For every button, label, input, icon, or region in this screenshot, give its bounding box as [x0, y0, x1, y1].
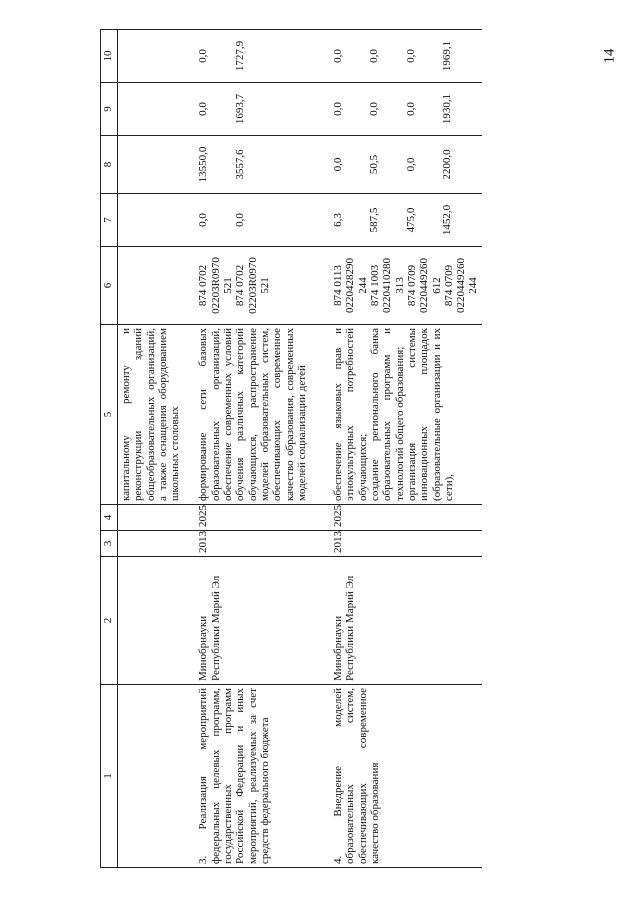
value-col-10: 0,0 1727,9: [195, 30, 318, 83]
value-col-7: 0,0 0,0: [195, 194, 318, 247]
page-number: 14: [601, 48, 618, 64]
header-row: [101, 30, 118, 868]
activity-name: 3. Реализация мероприятий федеральных целевых программ, государственных программ Российской Федерации и иных мероприятий, реализуемых за счет средств федерального бюджета: [195, 685, 318, 868]
column-header-10: 10: [101, 30, 118, 83]
value-col-10: 0,0 0,0 0,0 1969,1: [318, 30, 482, 83]
value-col-9: 0,0 0,0 0,0 1930,1: [318, 83, 482, 136]
column-header-3: 3: [101, 531, 118, 557]
program-table: [100, 29, 482, 868]
column-header-5: 5: [101, 325, 118, 505]
activity-name: 4. Внедрение моделей образовательных систем, обеспечивающих современное качество образования: [318, 685, 482, 868]
continuation-row: [118, 30, 196, 868]
budget-code: 874 0113 0220428290 244 874 1003 0220410280 313 874 0709 0220449260 612 874 0709 0220449260 244: [318, 247, 482, 325]
end-year: 2025: [318, 505, 482, 531]
table-row: [195, 30, 318, 868]
budget-code: 874 0702 02203R0970 521 874 0702 02203R0970 521: [195, 247, 318, 325]
column-header-8: 8: [101, 136, 118, 194]
start-year: 2013: [195, 531, 318, 557]
value-col-8: 0,0 50,5 0,0 2200,0: [318, 136, 482, 194]
landscape-sheet: [100, 30, 520, 868]
start-year: 2013: [318, 531, 482, 557]
column-header-7: 7: [101, 194, 118, 247]
value-col-7: 6,3 587,5 475,0 1452,0: [318, 194, 482, 247]
column-header-4: 4: [101, 505, 118, 531]
executor: Минобрнауки Республики Марий Эл: [318, 557, 482, 685]
expected-result: обеспечение языковых прав и этнокультурных потребностей обучающихся; создание регионального банка образовательных программ и технологий общего образования; организация системы инновационных площадок (образовательные организации и их сети),: [318, 325, 482, 505]
column-header-2: 2: [101, 557, 118, 685]
table-row: [318, 30, 482, 868]
value-col-8: 13550,0 3557,6: [195, 136, 318, 194]
column-header-6: 6: [101, 247, 118, 325]
column-header-1: 1: [101, 685, 118, 868]
continuation-text: капитальному ремонту и реконструкции зданий общеобразовательных организаций, а также оснащения оборудованием школьных столовых: [118, 325, 196, 505]
end-year: 2025: [195, 505, 318, 531]
value-col-9: 0,0 1693,7: [195, 83, 318, 136]
column-header-9: 9: [101, 83, 118, 136]
expected-result: формирование сети базовых образовательных организаций, обеспечение современных условий обучения различных категорий обучающихся, распространение моделей образовательных систем, обеспечивающих современное качество образования, современных моделей социализации детей: [195, 325, 318, 505]
executor: Минобрнауки Республики Марий Эл: [195, 557, 318, 685]
